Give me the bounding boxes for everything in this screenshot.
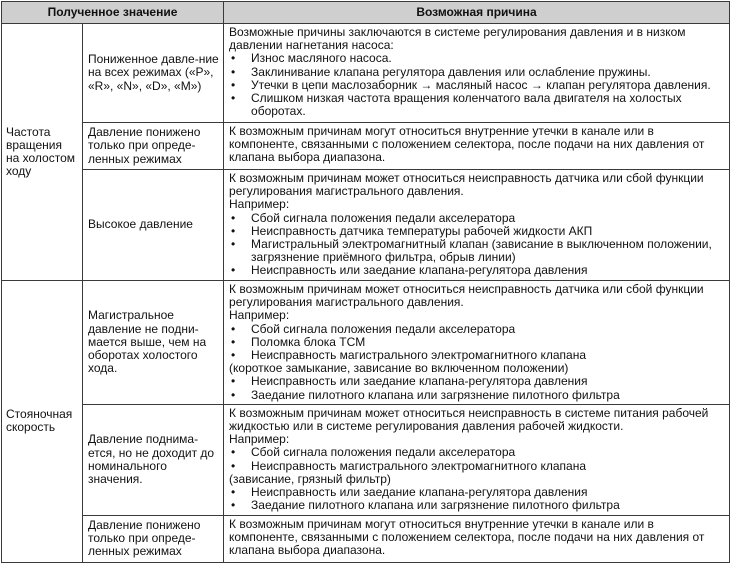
pressure-diagnostics-table [1, 1, 730, 563]
header-received-value: Полученное значение [2, 2, 224, 24]
list-item: • Неисправность датчика температуры рабочей жидкости АКП [229, 225, 725, 238]
group-label-idle: Частота вращения на холостом ходу [2, 24, 83, 281]
list-item: • Неисправность магистрального электромагнитного клапана [229, 460, 725, 473]
cause-cell [224, 170, 730, 281]
condition-cell: Пониженное давле-ние на всех режимах («P», «R», «N», «D», «M») [83, 24, 224, 123]
list-item: • Неисправность или заедание клапана-регулятора давления [229, 264, 725, 277]
condition-cell: Магистральное давление не подни-мается выше, чем на оборотах холостого хода. [83, 281, 224, 405]
list-item: • Сбой сигнала положения педали акселератора [229, 323, 725, 336]
list-item: • Заедание пилотного клапана или загрязнение пилотного фильтра [229, 499, 725, 512]
group-label-stall: Стояночная скорость [2, 281, 83, 563]
list-item: • Слишком низкая частота вращения коленчатого вала двигателя на холостых оборотах. [229, 92, 725, 118]
list-item: • Заедание пилотного клапана или загрязнение пилотного фильтра [229, 389, 725, 402]
table-row [2, 170, 730, 281]
list-item: • Утечки в цепи маслозаборник → масляный насос → клапан регулятора давления. [229, 79, 725, 92]
list-item: • Неисправность или заедание клапана-регулятора давления [229, 486, 725, 499]
condition-cell: Высокое давление [83, 170, 224, 281]
cause-example-label: Например: [229, 432, 290, 447]
list-item: • Магистральный электромагнитный клапан (зависание в выключенном положении, загрязнение приёмного фильтра, обрыв линии) [229, 238, 725, 264]
condition-cell: Давление понижено только при опреде-ленных режимах [83, 515, 224, 562]
cause-example-label: Например: [229, 308, 290, 323]
cause-note: (короткое замыкание, зависание во включенном положении) [229, 361, 569, 376]
cause-intro: К возможным причинам могут относиться внутренние утечки в канале или в компоненте, связанными с положением селектора, после подачи на них давления от клапана выбора диапазона. [229, 516, 705, 558]
cause-intro: К возможным причинам может относиться неисправность в системе питания рабочей жидкостью или в системе регулирования давления рабочей жидкости. [229, 405, 709, 434]
cause-list [229, 486, 725, 512]
table-row [2, 24, 730, 123]
list-item: • Поломка блока TCM [229, 336, 725, 349]
header-row [2, 2, 730, 24]
cause-list [229, 323, 725, 363]
cause-cell [224, 24, 730, 123]
list-item: • Сбой сигнала положения педали акселератора [229, 446, 725, 459]
cause-intro: Возможные причины заключаются в системе регулирования давления и в низком давлении нагнетания насоса: [229, 25, 686, 53]
cause-list [229, 52, 725, 118]
table-row [2, 123, 730, 170]
condition-cell: Давление поднима-ется, но не доходит до номинального значения. [83, 404, 224, 515]
list-item: • Износ масляного насоса. [229, 52, 725, 65]
list-item: • Неисправность магистрального электромагнитного клапана [229, 349, 725, 362]
table-row [2, 404, 730, 515]
cause-intro: К возможным причинам может относиться неисправность датчика или сбой функции регулирования магистрального давления. [229, 171, 704, 199]
cause-cell [224, 123, 730, 170]
table-row [2, 515, 730, 562]
cause-list [229, 375, 725, 401]
cause-cell [224, 281, 730, 405]
cause-list [229, 212, 725, 278]
list-item: • Сбой сигнала положения педали акселератора [229, 212, 725, 225]
table-row [2, 281, 730, 405]
list-item: • Заклинивание клапана регулятора давления или ослабление пружины. [229, 66, 725, 79]
cause-example-label: Например: [229, 197, 290, 212]
cause-list [229, 446, 725, 472]
cause-note: (зависание, грязный фильтр) [229, 471, 391, 486]
cause-cell [224, 404, 730, 515]
cause-cell [224, 515, 730, 562]
cause-intro: К возможным причинам может относиться неисправность датчика или сбой функции регулирования магистрального давления. [229, 282, 704, 310]
condition-cell: Давление понижено только при опреде-ленных режимах [83, 123, 224, 170]
header-possible-cause: Возможная причина [224, 2, 730, 24]
cause-intro: К возможным причинам могут относиться внутренние утечки в канале или в компоненте, связанными с положением селектора, после подачи на них давления от клапана выбора диапазона. [229, 124, 705, 165]
list-item: • Неисправность или заедание клапана-регулятора давления [229, 375, 725, 388]
